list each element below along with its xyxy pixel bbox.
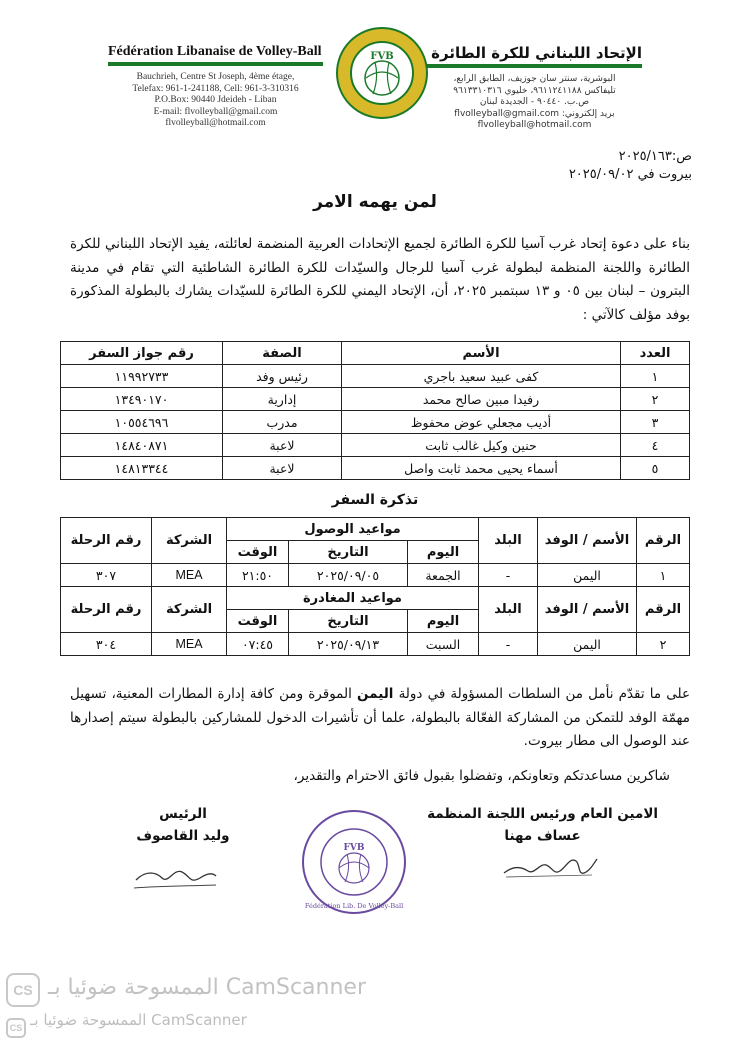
letterhead-latin [108, 44, 323, 130]
col-passport: رقم جواز السفر [61, 342, 223, 365]
page-title: لمن يهمه الامر [313, 192, 437, 212]
letter-date: بيروت في ٢٠٢٥/٠٩/٠٢ [568, 167, 692, 182]
table-row: ٣ أديب مجعلي عوض محفوظ مدرب ١٠٥٥٤٦٩٦ [61, 411, 690, 434]
departure-times-header: مواعيد المغادرة [227, 587, 479, 610]
reference-block [569, 148, 692, 184]
signatory-secretary: الامين العام ورئيس اللجنة المنظمة عساف مهنا [427, 806, 658, 844]
federation-stamp [300, 808, 408, 916]
table-row: ٢ رفيدا مبين صالح محمد إدارية ١٣٤٩٠١٧٠ [61, 388, 690, 411]
departure-header-row: الرقم الأسم / الوفد البلد مواعيد المغادرة الشركة رقم الرحلة [61, 587, 690, 610]
delegation-table [60, 341, 690, 480]
travel-ticket-title: تذكرة السفر [331, 492, 419, 508]
reference-number: ص:٢٠٢٥/١٦٣ [618, 149, 692, 164]
closing-paragraph: على ما تقدّم نأمل من السلطات المسؤولة في دولة اليمن الموقرة ومن كافة إدارة المطارات المعنية، تسهيل مهمّة الوفد للتمكن من المشاركة الفعّالة بالبطولة، علما أن تأشيرات الدخول للمشاركين بالبطولة سيتم إصدارها عند الوصول الى مطار بيروت. [70, 686, 691, 749]
table-row: ٤ حنين وكيل غالب ثابت لاعبة ١٤٨٤٠٨٧١ [61, 434, 690, 457]
federation-name-latin: Fédération Libanaise de Volley-Ball [108, 44, 322, 59]
address-arabic: البوشرية، سنتر سان جوزيف، الطابق الرابع، تليفاكس ٩٦١١٢٤١١٨٨، خليوي ٩٦١٣٣١٠٣١٦ ص.ب. ٩٠٤٤٠ - الجديدة لبنان بريد إلكتروني: flvolleyball@gmail.com flvolleyball@hotmail.com [453, 74, 616, 130]
green-rule-left [108, 62, 323, 66]
col-count: العدد [621, 342, 690, 365]
address-latin: Bauchrieh, Centre St Joseph, 4ème étage, Telefax: 961-1-241188, Cell: 961-3-310316 P.O.Box: 90440 Jdeideh - Liban E-mail: flvolleyball@gmail.com flvolleyball@hotmail.com [132, 72, 299, 128]
signatory-president: الرئيس وليد القاصوف [136, 806, 230, 844]
camscanner-watermark: الممسوحة ضوئيا بـ CamScanner [48, 975, 366, 1000]
intro-paragraph: بناء على دعوة إتحاد غرب آسيا للكرة الطائرة لجميع الإتحادات العربية المنضمة لعائلته، يفيد الإتحاد اللبناني للكرة الطائرة واللجنة المنظمة لبطولة غرب آسيا للرجال والسيّدات للكرة الطائرة الشاطئية التي تقام في مدينة البترون – لبنان بين ٠٥ و ١٣ سبتمبر ٢٠٢٥، أن، الإتحاد اليمني للكرة الطائرة للسيّدات يشارك بالبطولة المذكورة بوفد مؤلف كالآتي : [70, 236, 690, 323]
federation-name-arabic: الإتحاد اللبناني للكرة الطائرة [431, 44, 642, 62]
table-row: ٥ أسماء يحيى محمد ثابت واصل لاعبة ١٤٨١٣٣٤٤ [61, 457, 690, 480]
arrival-row: ١ اليمن - الجمعة ٢٠٢٥/٠٩/٠٥ ٢١:٥٠ MEA ٣٠٧ [61, 564, 690, 587]
travel-table: الرقم الأسم / الوفد البلد مواعيد الوصول الشركة رقم الرحلة اليوم التاريخ الوقت ١ اليمن - الجمعة ٢٠٢٥/٠٩/٠٥ ٢١:٥٠ MEA ٣٠٧ الرقم الأسم / الوفد البلد مواعيد المغادرة الشركة رقم الرحلة اليوم التاريخ الوقت ٢ اليمن - السبت ٢٠٢٥/٠٩/١٣ ٠٧:٤٥ MEA ٣٠٤ [60, 517, 690, 656]
camscanner-watermark-small: الممسوحة ضوئيا بـ CamScanner [30, 1011, 247, 1029]
table-row: ١ كفى عبيد سعيد باجري رئيس وفد ١١٩٩٢٧٣٣ [61, 365, 690, 388]
arrival-header-row: الرقم الأسم / الوفد البلد مواعيد الوصول الشركة رقم الرحلة [61, 518, 690, 541]
green-rule-right [427, 64, 642, 68]
stamp-caption: Fédération Lib. De Volley-Ball [304, 902, 404, 910]
federation-logo [335, 26, 429, 120]
thanks-line: شاكرين مساعدتكم وتعاونكم، وتفضلوا بقبول فائق الاحترام والتقدير، [293, 768, 670, 784]
table-header-row [61, 342, 690, 365]
signature-secretary [500, 845, 600, 885]
camscanner-logo-icon: CS [6, 973, 40, 1007]
logo-text: FVB [370, 51, 394, 62]
country-name: اليمن [357, 686, 394, 702]
col-role: الصفة [223, 342, 342, 365]
stamp-logo-text: FVB [343, 843, 365, 853]
signature-president [130, 858, 220, 894]
arrival-times-header: مواعيد الوصول [227, 518, 479, 541]
letterhead-arabic [427, 44, 642, 132]
camscanner-logo-icon-small: CS [6, 1018, 26, 1038]
col-name: الأسم [342, 342, 621, 365]
departure-row: ٢ اليمن - السبت ٢٠٢٥/٠٩/١٣ ٠٧:٤٥ MEA ٣٠٤ [61, 633, 690, 656]
